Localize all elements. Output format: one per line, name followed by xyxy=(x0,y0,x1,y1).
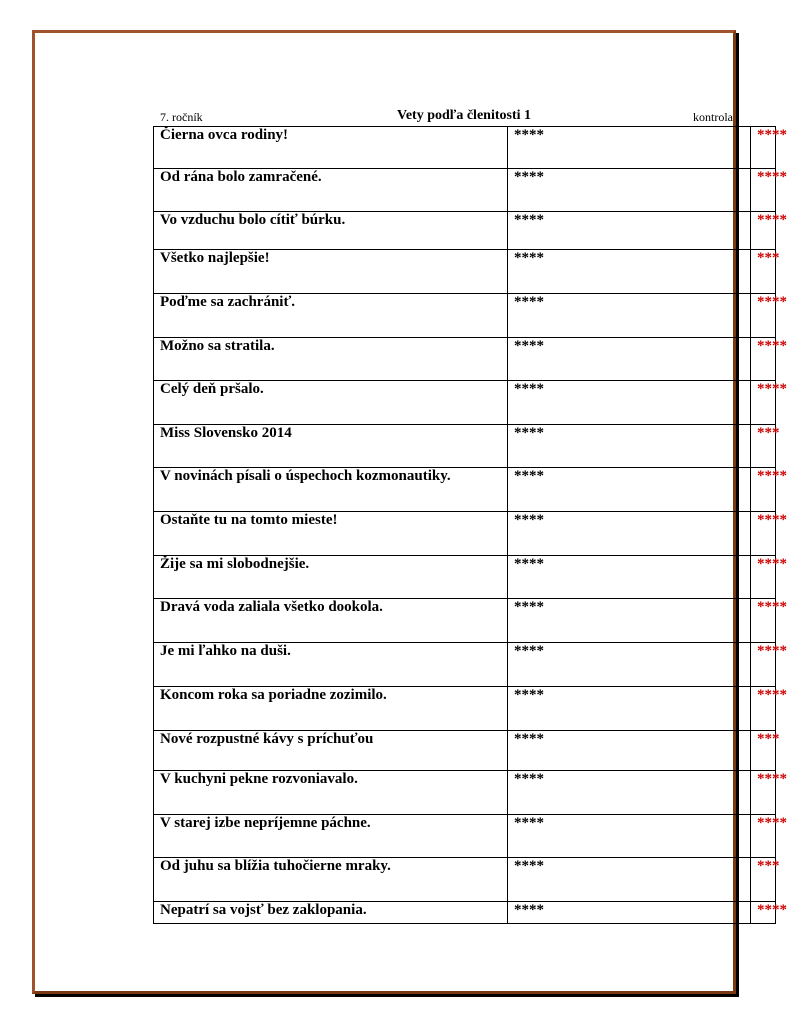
sentence-cell: Čierna ovca rodiny! xyxy=(154,127,508,169)
sentence-cell: Žije sa mi slobodnejšie. xyxy=(154,556,508,599)
stars-cell: **** xyxy=(508,425,751,468)
table-row xyxy=(154,731,776,771)
check-cell xyxy=(751,643,787,687)
sentence-cell: Vo vzduchu bolo cítiť búrku. xyxy=(154,212,508,250)
stars-cell: **** xyxy=(508,468,751,512)
stars-cell: **** xyxy=(508,687,751,731)
check-stars: **** xyxy=(757,512,787,528)
check-stars: **** xyxy=(757,212,787,228)
sentence-cell: V starej izbe nepríjemne páchne. xyxy=(154,815,508,858)
table-row xyxy=(154,381,776,425)
table-row xyxy=(154,512,776,556)
sentence-cell: Je mi ľahko na duši. xyxy=(154,643,508,687)
stars-cell: **** xyxy=(508,858,751,902)
stars-cell: **** xyxy=(508,294,751,338)
sentence-cell: Všetko najlepšie! xyxy=(154,250,508,294)
check-stars: **** xyxy=(757,815,787,831)
check-stars: **** xyxy=(757,902,787,918)
check-stars: *** xyxy=(757,858,780,874)
check-stars: **** xyxy=(757,771,787,787)
check-cell xyxy=(751,468,787,512)
check-cell xyxy=(751,902,787,924)
check-cell xyxy=(751,512,787,556)
sentence-table-body xyxy=(154,127,787,924)
table-row xyxy=(154,858,776,902)
check-cell xyxy=(751,425,780,468)
check-stars: **** xyxy=(757,643,787,659)
check-cell xyxy=(751,127,787,169)
stars-cell: **** xyxy=(508,250,751,294)
stars-cell: **** xyxy=(508,771,751,815)
check-stars: *** xyxy=(757,731,780,747)
stars-cell: **** xyxy=(508,902,751,924)
check-cell xyxy=(751,815,787,858)
check-stars: **** xyxy=(757,338,787,354)
table-row xyxy=(154,127,776,169)
check-cell xyxy=(751,169,787,212)
sentence-cell: Nové rozpustné kávy s príchuťou xyxy=(154,731,508,771)
sentence-cell: V novinách písali o úspechoch kozmonautiky. xyxy=(154,468,508,512)
table-row xyxy=(154,556,776,599)
sentence-cell: Dravá voda zaliala všetko dookola. xyxy=(154,599,508,643)
check-cell xyxy=(751,381,787,425)
sheet-header xyxy=(35,108,733,126)
sentence-cell: V kuchyni pekne rozvoniavalo. xyxy=(154,771,508,815)
stars-cell: **** xyxy=(508,381,751,425)
check-cell xyxy=(751,250,780,294)
table-row xyxy=(154,643,776,687)
table-row xyxy=(154,468,776,512)
table-row xyxy=(154,771,776,815)
check-cell xyxy=(751,858,780,902)
table-row xyxy=(154,294,776,338)
check-stars: **** xyxy=(757,294,787,310)
stars-cell: **** xyxy=(508,556,751,599)
check-stars: **** xyxy=(757,381,787,397)
stars-cell: **** xyxy=(508,338,751,381)
table-row xyxy=(154,815,776,858)
check-cell xyxy=(751,294,787,338)
table-row xyxy=(154,902,776,924)
sentence-cell: Ostaňte tu na tomto mieste! xyxy=(154,512,508,556)
sentence-cell: Poďme sa zachrániť. xyxy=(154,294,508,338)
check-stars: **** xyxy=(757,599,787,615)
sentence-cell: Nepatrí sa vojsť bez zaklopania. xyxy=(154,902,508,924)
stars-cell: **** xyxy=(508,512,751,556)
table-row xyxy=(154,687,776,731)
table-row xyxy=(154,212,776,250)
sentence-table xyxy=(153,126,787,924)
stars-cell: **** xyxy=(508,731,751,771)
stars-cell: **** xyxy=(508,169,751,212)
table-row xyxy=(154,169,776,212)
table-row xyxy=(154,425,776,468)
check-cell xyxy=(751,687,787,731)
check-stars: **** xyxy=(757,468,787,484)
table-row xyxy=(154,338,776,381)
check-cell xyxy=(751,731,780,771)
sentence-cell: Koncom roka sa poriadne zozimilo. xyxy=(154,687,508,731)
sheet-title: Vety podľa členitosti 1 xyxy=(397,108,531,123)
check-stars: *** xyxy=(757,425,780,441)
document-page xyxy=(32,30,787,994)
sentence-cell: Od rána bolo zamračené. xyxy=(154,169,508,212)
table-row xyxy=(154,599,776,643)
check-stars: **** xyxy=(757,687,787,703)
grade-label: 7. ročník xyxy=(160,110,203,124)
stars-cell: **** xyxy=(508,643,751,687)
stars-cell: **** xyxy=(508,815,751,858)
table-row xyxy=(154,250,776,294)
sentence-cell: Celý deň pršalo. xyxy=(154,381,508,425)
check-stars: **** xyxy=(757,127,787,143)
check-stars: **** xyxy=(757,169,787,185)
check-stars: *** xyxy=(757,250,780,266)
check-cell xyxy=(751,599,787,643)
stars-cell: **** xyxy=(508,599,751,643)
check-stars: **** xyxy=(757,556,787,572)
check-cell xyxy=(751,771,787,815)
kontrola-label: kontrola xyxy=(693,110,733,124)
check-cell xyxy=(751,338,787,381)
stars-cell: **** xyxy=(508,127,751,169)
stars-cell: **** xyxy=(508,212,751,250)
sentence-cell: Možno sa stratila. xyxy=(154,338,508,381)
check-cell xyxy=(751,212,787,250)
sentence-cell: Miss Slovensko 2014 xyxy=(154,425,508,468)
check-cell xyxy=(751,556,787,599)
sentence-cell: Od juhu sa blížia tuhočierne mraky. xyxy=(154,858,508,902)
